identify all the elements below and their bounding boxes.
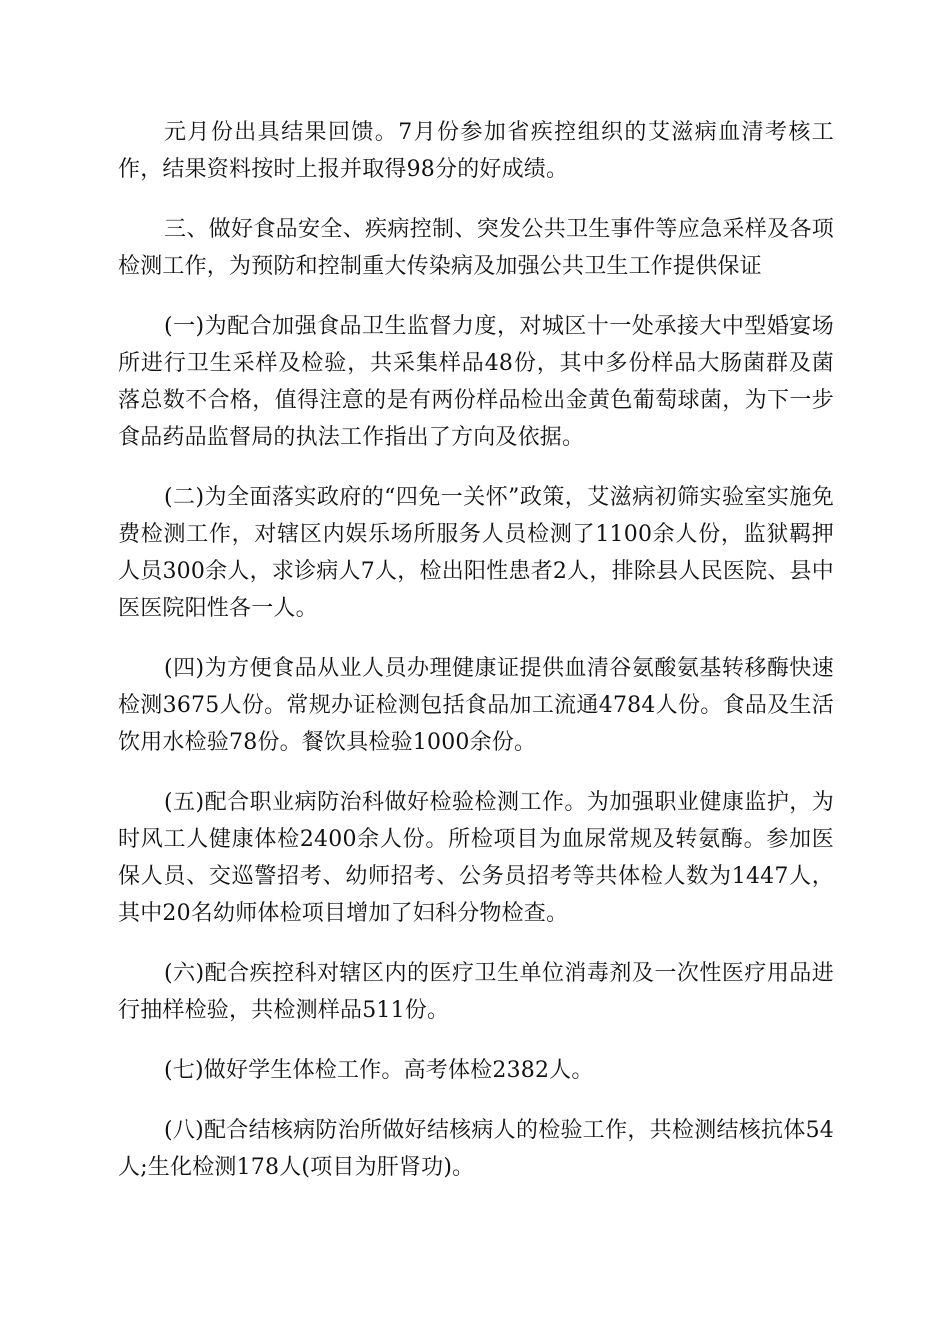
paragraph-8: (七)做好学生体检工作。高考体检2382人。 — [164, 1058, 594, 1083]
paragraph-4: (二)为全面落实政府的“四免一关怀”政策，艾滋病初筛实验室实施免费检测工作，对辖区内娱乐场所服务人员检测了1100余人份，监狱羁押人员300余人，求诊病人7人，检出阳性患者2人，排除县人民医院、县中医医院阳性各一人。 — [118, 485, 834, 621]
paragraph-5: (四)为方便食品从业人员办理健康证提供血清谷氨酸氨基转移酶快速检测3675人份。常规办证检测包括食品加工流通4784人份。食品及生活饮用水检验78份。餐饮具检验1000余份。 — [118, 656, 834, 755]
paragraph-7: (六)配合疾控科对辖区内的医疗卫生单位消毒剂及一次性医疗用品进行抽样检验，共检测样品511份。 — [118, 961, 834, 1023]
document-body — [118, 114, 834, 1209]
paragraph-6: (五)配合职业病防治科做好检验检测工作。为加强职业健康监护，为时风工人健康体检2400余人份。所检项目为血尿常规及转氨酶。参加医保人员、交巡警招考、幼师招考、公务员招考等共体检人数为1447人，其中20名幼师体检项目增加了妇科分物检查。 — [118, 790, 834, 926]
paragraph-2: 三、做好食品安全、疾病控制、突发公共卫生事件等应急采样及各项检测工作，为预防和控制重大传染病及加强公共卫生工作提供保证 — [118, 217, 834, 279]
paragraph-1: 元月份出具结果回馈。7月份参加省疾控组织的艾滋病血清考核工作，结果资料按时上报并取得98分的好成绩。 — [118, 120, 834, 182]
paragraph-3: (一)为配合加强食品卫生监督力度，对城区十一处承接大中型婚宴场所进行卫生采样及检验，共采集样品48份，其中多份样品大肠菌群及菌落总数不合格，值得注意的是有两份样品检出金黄色葡萄球菌，为下一步食品药品监督局的执法工作指出了方向及依据。 — [118, 314, 834, 450]
paragraph-9: (八)配合结核病防治所做好结核病人的检验工作，共检测结核抗体54人;生化检测178人(项目为肝肾功)。 — [118, 1118, 834, 1180]
